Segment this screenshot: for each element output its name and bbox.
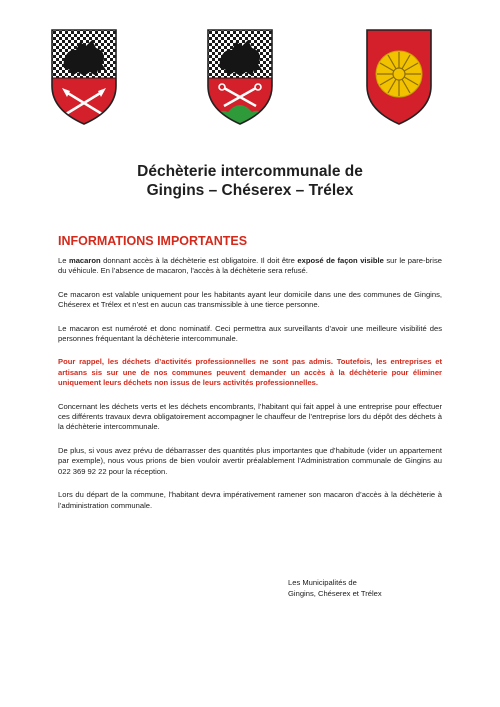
- section-title: INFORMATIONS IMPORTANTES: [58, 234, 248, 248]
- title-line-2: Gingins – Chéserex – Trélex: [146, 182, 354, 199]
- paragraph-residents-only: Ce macaron est valable uniquement pour les habitants ayant leur domicile dans une des communes de Gingins, Chéserex et Trélex et n’est en aucun cas transmissible à une tierce personne.: [58, 289, 442, 310]
- cheserex-crest-icon: [206, 28, 274, 126]
- title-line-1: Déchèterie intercommunale de: [137, 163, 363, 180]
- paragraph-departure: Lors du départ de la commune, l’habitant devra impérativement ramener son macaron d’accès à la déchèterie à l’administration communale.: [58, 490, 442, 510]
- signature-line-2: Gingins, Chéserex et Trélex: [288, 588, 382, 598]
- paragraph-text: donnant accès à la déchèterie est obligatoire. Il doit être: [100, 256, 298, 265]
- document-title: [0, 162, 500, 200]
- paragraph-text: Le: [58, 256, 69, 265]
- paragraph-large-quantities: De plus, si vous avez prévu de débarrasser des quantités plus importantes que d’habitude (vider un appartement par exemple), nous vous prions de bien vouloir avertir préalablement l’Administration communale de Gingins au 022 369 92 22 pour la réception.: [58, 445, 442, 476]
- paragraph-green-waste: Concernant les déchets verts et les déchets encombrants, l’habitant qui fait appel à une entreprise pour effectuer ces différents travaux devra obligatoirement accompagner le chauffeur de l’entreprise lors du dépôt des déchets à la déchèterie intercommunale.: [58, 401, 442, 432]
- crests-row: [0, 28, 500, 128]
- gingins-crest-icon: [50, 28, 118, 126]
- paragraph-text: sur le pare-brise du véhicule. En l’absence de macaron, l’accès à la déchèterie sera refusé.: [58, 256, 442, 276]
- signature: [288, 578, 382, 599]
- paragraph-professional-waste: Pour rappel, les déchets d’activités professionnelles ne sont pas admis. Toutefois, les entreprises et artisans sis sur une de nos communes peuvent demander un accès à la déchèterie pour éliminer uniquement leurs déchets non issus de leurs activités professionnelles.: [58, 357, 442, 388]
- paragraph-numbered: Le macaron est numéroté et donc nominatif. Ceci permettra aux surveillants d’avoir une meilleure visibilité des personnes fréquentant la déchèterie intercommunale.: [58, 323, 442, 344]
- signature-line-1: Les Municipalités de: [288, 578, 357, 587]
- trelex-crest-icon: [365, 28, 433, 126]
- bold-macaron: macaron: [68, 256, 101, 265]
- bold-visible: exposé de façon visible: [297, 256, 384, 265]
- body-text: [58, 256, 442, 524]
- paragraph-macaron-required: [58, 256, 442, 277]
